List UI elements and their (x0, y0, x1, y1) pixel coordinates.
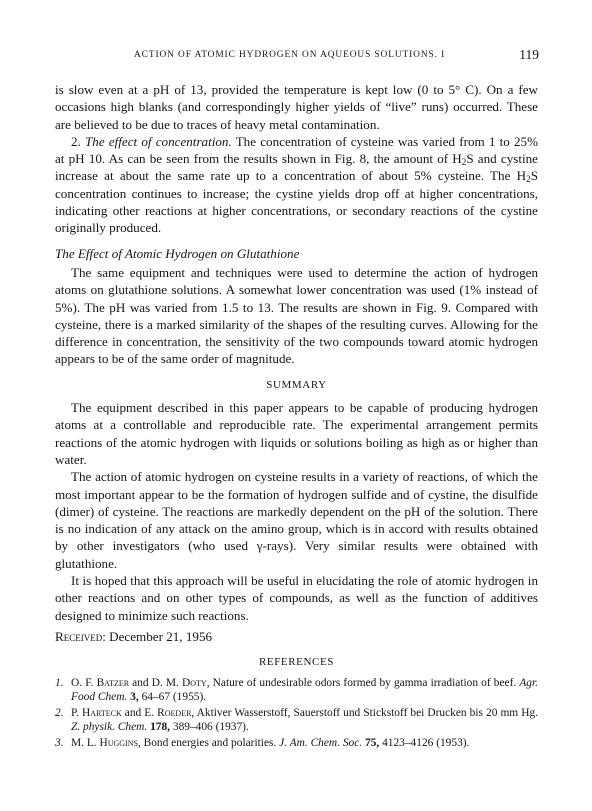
summary-paragraph-3: It is hoped that this approach will be useful in elucidating the role of atomic hydrogen in other reactions and on other types of compounds, as well as the function of additives designed to minimize such reactions. (55, 573, 538, 623)
reference-item (55, 736, 538, 751)
reference-number: 2. (55, 706, 64, 719)
reference-item (55, 676, 538, 705)
summary-paragraph-1: The equipment described in this paper appears to be capable of producing hydrogen atoms at a controllable and reproducible rate. The experimental arrangement permits reactions of the atomic hydrogen with liquids or solutions boiling as high as or higher than water. (55, 400, 538, 467)
reference-pages: 64–67 (1955). (138, 691, 207, 704)
paragraph-run-in-title: The effect of concentration. (85, 133, 232, 149)
reference-list (55, 676, 538, 751)
reference-volume: 3, (127, 691, 139, 704)
reference-number: 3. (55, 736, 64, 749)
reference-author-surname: Doty (182, 676, 207, 689)
reference-pages: 389–406 (1937). (170, 721, 249, 734)
subscript-2: 2 (526, 174, 531, 185)
reference-authors: M. L. (71, 736, 100, 749)
received-line (55, 628, 538, 645)
paragraph-effect-of-concentration (55, 133, 538, 237)
reference-title: , Bond energies and polarities. (137, 736, 280, 749)
reference-authors: P. (71, 706, 82, 719)
section-heading-glutathione: The Effect of Atomic Hydrogen on Glutathione (55, 245, 300, 261)
reference-journal: Z. physik. Chem. (71, 721, 148, 734)
paragraph-text-c: S concentration continues to increase; the cystine yields drop off at higher concentrations, indicating other reactions at higher concentrations, or secondary reactions of the cystine originally produced. (55, 168, 538, 236)
reference-pages: 4123–4126 (1953). (379, 736, 470, 749)
reference-authors: and D. M. (129, 676, 183, 689)
reference-title: , Aktiver Wasserstoff, Sauerstoff und Stickstoff bei Drucken bis 20 mm Hg. (191, 706, 538, 719)
references-heading: REFERENCES (258, 656, 335, 669)
running-title: ACTION OF ATOMIC HYDROGEN ON AQUEOUS SOLUTIONS. I (134, 50, 446, 60)
page-number: 119 (519, 47, 539, 62)
reference-item (55, 706, 538, 735)
summary-paragraph-2: The action of atomic hydrogen on cysteine results in a variety of reactions, of which the most important appear to be the formation of hydrogen sulfide and of cystine, the disulfide (dimer) of cysteine. The reactions are markedly dependent on the pH of the solution. There is no indication of any attack on the amino group, which is in accord with results obtained by other investigators (who used γ-rays). Very similar results were obtained with glutathione. (55, 469, 538, 571)
reference-journal: J. Am. Chem. Soc. (279, 736, 363, 749)
paragraph-number: 2. (71, 133, 81, 149)
reference-authors: O. F. (71, 676, 97, 689)
reference-author-surname: Roeder (157, 706, 192, 719)
received-label: Received (55, 628, 103, 644)
article-body (55, 81, 538, 751)
summary-heading: SUMMARY (266, 378, 327, 391)
running-header (67, 47, 539, 63)
reference-number: 1. (55, 676, 64, 689)
paragraph-glutathione: The same equipment and techniques were used to determine the action of hydrogen atoms on glutathione solutions. A somewhat lower concentration was used (1% instead of 5%). The pH was varied from 1.5 to 13. The results are shown in Fig. 9. Compared with cysteine, there is a marked similarity of the shapes of the resulting curves. Allowing for the difference in concentration, the sensitivity of the two compounds toward atomic hydrogen appears to be of the same order of magnitude. (55, 264, 538, 367)
reference-authors: and E. (121, 706, 158, 719)
reference-journal: Agr. Food Chem. (71, 676, 538, 704)
received-date: : December 21, 1956 (102, 628, 213, 644)
paragraph-text-b: S and cystine increase at about the same rate up to a concentration of about 5% cysteine. The H (55, 151, 538, 184)
reference-author-surname: Huggins (99, 736, 138, 749)
reference-author-surname: Batzer (96, 676, 130, 689)
reference-author-surname: Harteck (81, 706, 122, 719)
reference-volume: 75, (362, 736, 380, 749)
reference-volume: 178, (147, 721, 171, 734)
reference-title: , Nature of undesirable odors formed by gamma irradiation of beef. (206, 676, 520, 689)
subscript-2: 2 (461, 157, 467, 168)
paragraph-text-a: The concentration of cysteine was varied from 1 to 25% at pH 10. As can be seen from the results shown in Fig. 8, the amount of H (55, 133, 538, 167)
paragraph-continuation: is slow even at a pH of 13, provided the temperature is kept low (0 to 5° C). On a few occasions high blanks (and correspondingly higher yields of “live” runs) occurred. These are believed to be due to traces of heavy metal contamination. (55, 82, 538, 132)
